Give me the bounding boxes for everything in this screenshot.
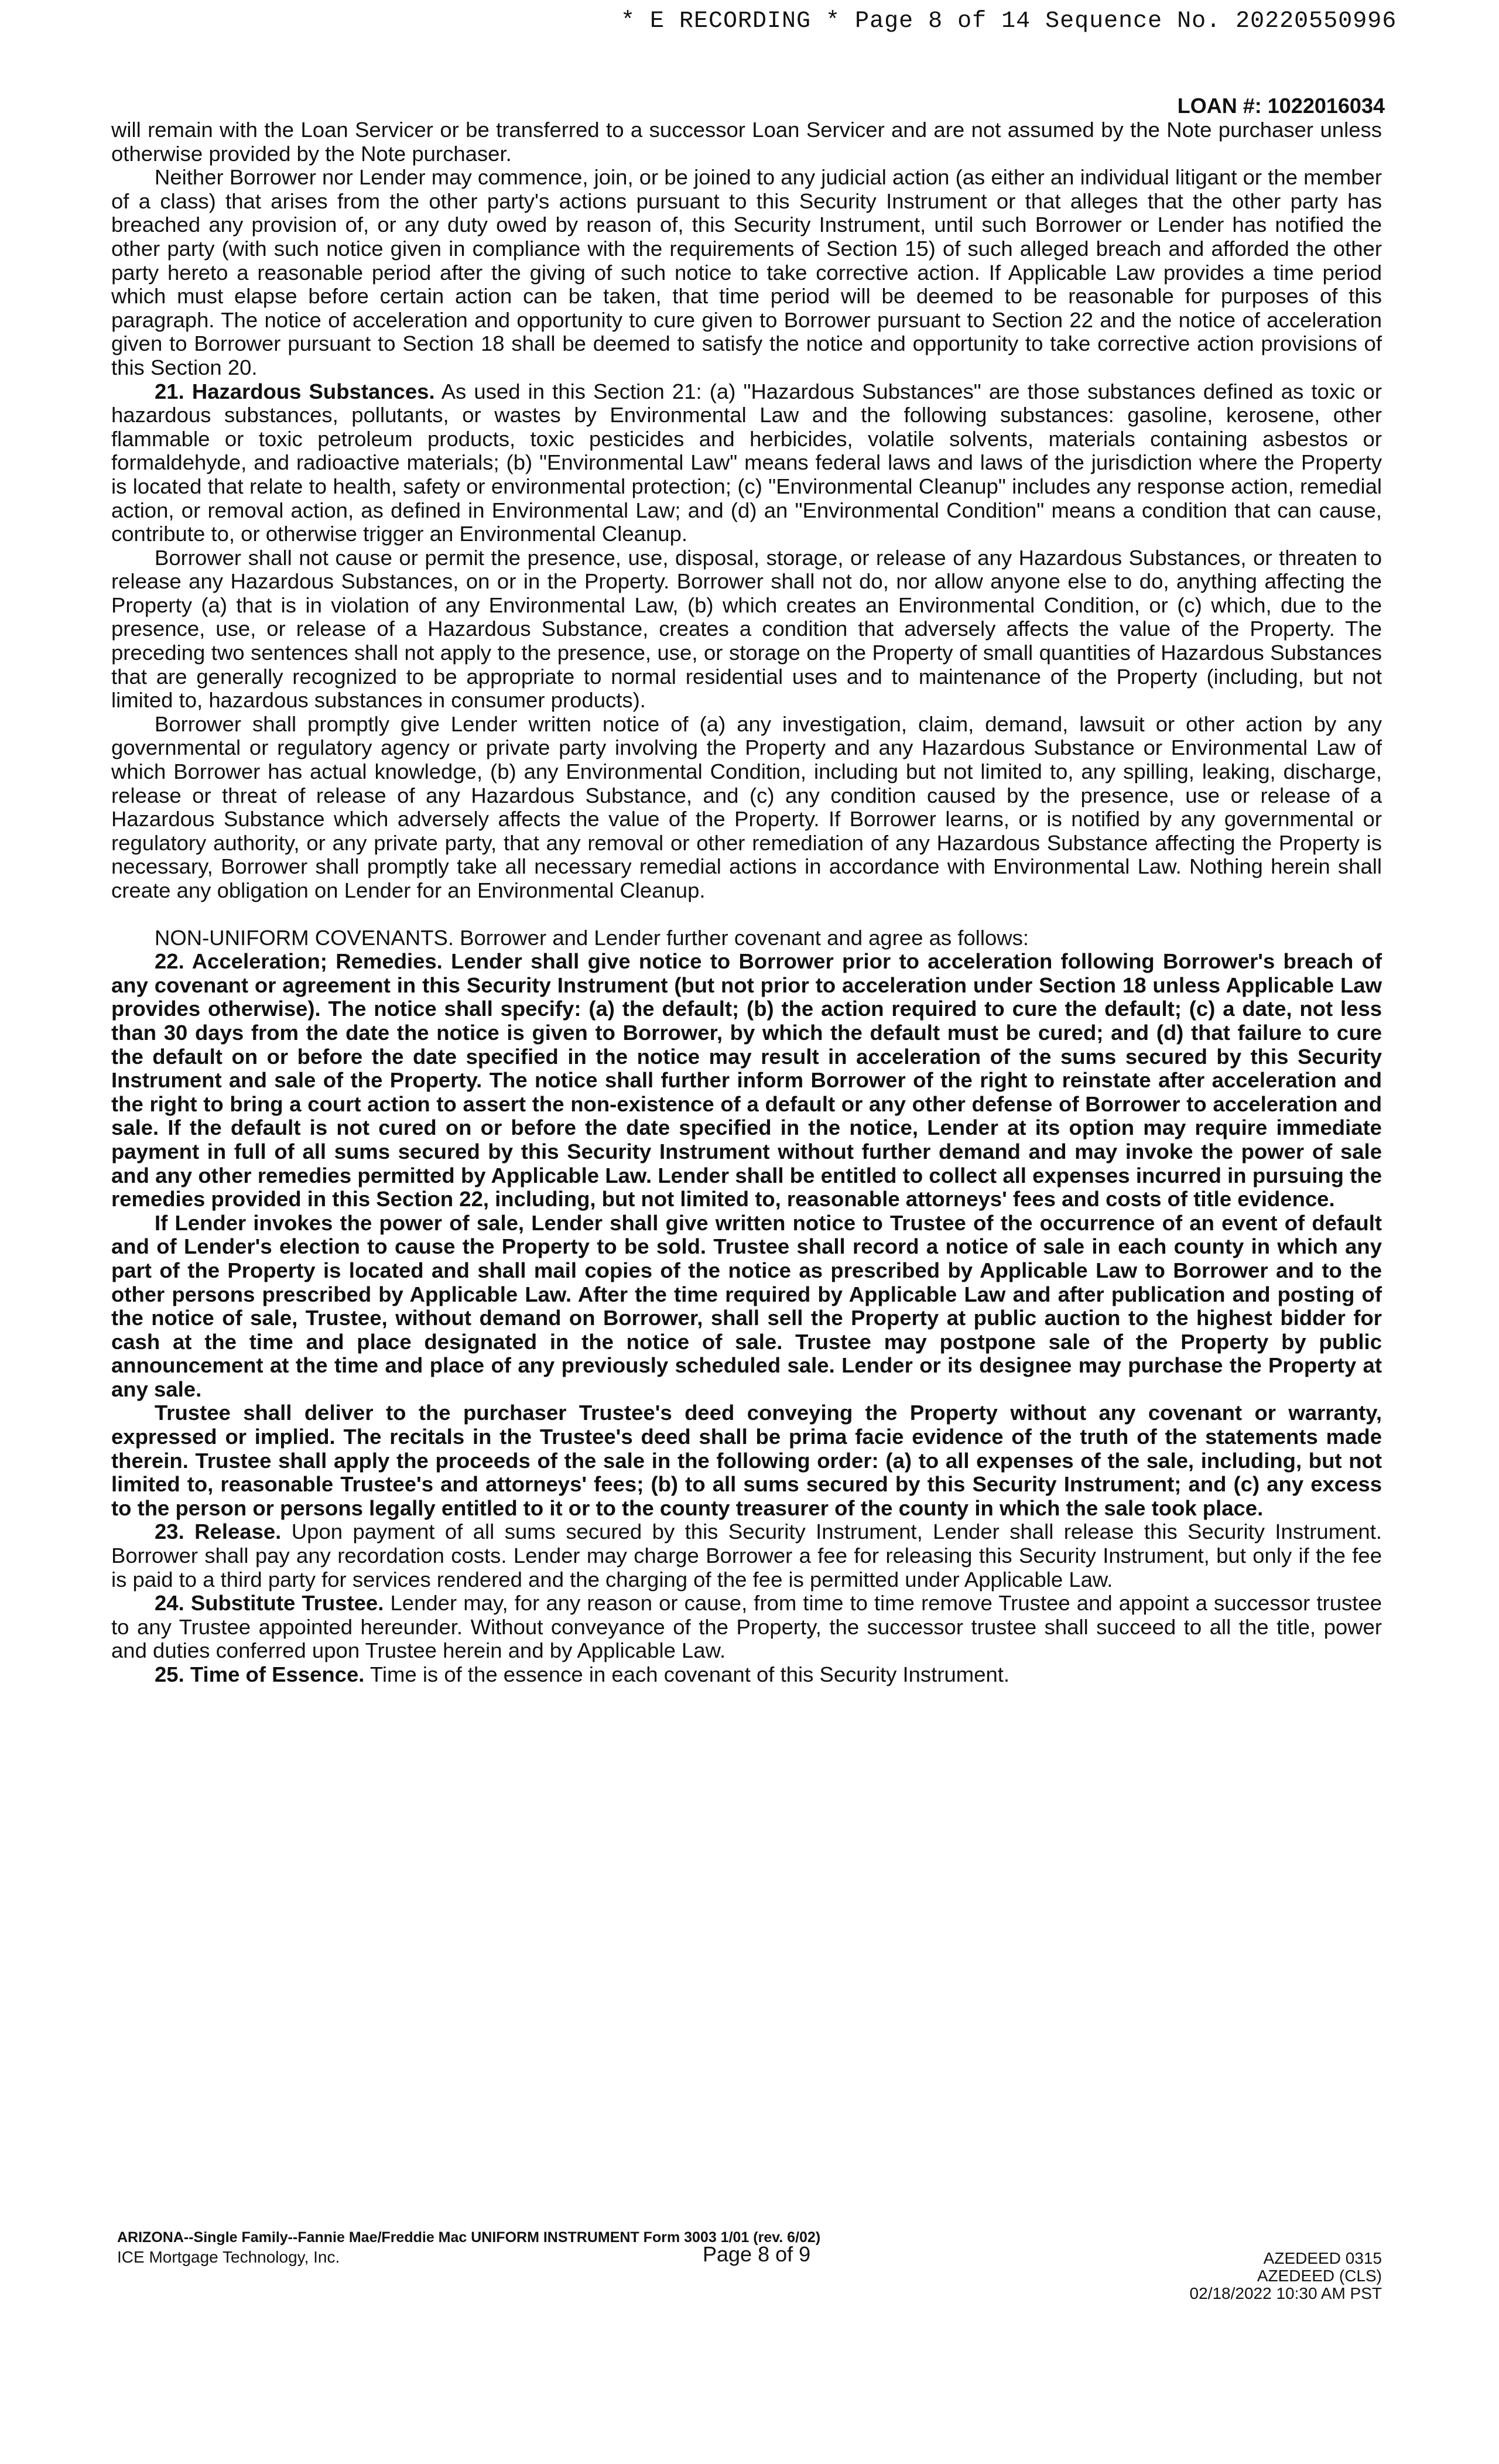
spacer — [111, 903, 1382, 926]
section-25-title: 25. Time of Essence. — [155, 1662, 365, 1686]
section-23-title: 23. Release. — [155, 1520, 282, 1544]
paragraph-borrower-shall-not: Borrower shall not cause or permit the presence, use, disposal, storage, or release of any Hazardous Substances, or threaten to release any Hazardous Substances, on or in the Property. Borrower shall not do, nor allow anyone else to do, anything affecting the Property (a) that is in violation of any Environmental Law, (b) which creates an Environmental Condition, or (c) which, due to the presence, use, or release of a Hazardous Substance, creates a condition that adversely affects the value of the Property. The preceding two sentences shall not apply to the presence, use, or storage on the Property of small quantities of Hazardous Substances that are generally recognized to be appropriate to normal residential uses and to maintenance of the Property (including, but not limited to, hazardous substances in consumer products). — [111, 545, 1382, 713]
section-25-text: Time is of the essence in each covenant of this Security Instrument. — [369, 1662, 1010, 1686]
recording-header: * E RECORDING * Page 8 of 14 Sequence No. 20220550996 — [621, 8, 1397, 35]
paragraph-written-notice: Borrower shall promptly give Lender written notice of (a) any investigation, claim, demand, lawsuit or other action by any governmental or regulatory agency or private party involving the Property and any Hazardous Substance or Environmental Law of which Borrower has actual knowledge, (b) any Environmental Condition, including but not limited to, any spilling, leaking, discharge, release or threat of release of any Hazardous Substance, and (c) any condition caused by the presence, use or release of a Hazardous Substance which adversely affects the value of the Property. If Borrower learns, or is notified by any governmental or regulatory authority, or any private party, that any removal or other remediation of any Hazardous Substance affecting the Property is necessary, Borrower shall promptly take all necessary remedial actions in accordance with Environmental Law. Nothing herein shall create any obligation on Lender for an Environmental Cleanup. — [111, 711, 1382, 902]
form-identifier: ARIZONA--Single Family--Fannie Mae/Freddie Mac UNIFORM INSTRUMENT Form 3003 1/01 (rev. 6/02) — [117, 2229, 821, 2246]
paragraph-power-of-sale: If Lender invokes the power of sale, Lender shall give written notice to Trustee of the occurrence of an event of default and of Lender's election to cause the Property to be sold. Trustee shall record a notice of sale in each county in which any part of the Property is located and shall mail copies of the notice as prescribed by Applicable Law to Borrower and to the other persons prescribed by Applicable Law. After the time required by Applicable Law and after publication and posting of the notice of sale, Trustee, without demand on Borrower, shall sell the Property at public auction to the highest bidder for cash at the time and place designated in the notice of sale. Trustee may postpone sale of the Property by public announcement at the time and place of any previously scheduled sale. Lender or its designee may purchase the Property at any sale. — [111, 1210, 1382, 1401]
section-24-title: 24. Substitute Trustee. — [155, 1591, 384, 1616]
page-footer — [117, 2229, 1388, 2302]
page-number: Page 8 of 9 — [703, 2242, 811, 2266]
section-23-release — [111, 1520, 1382, 1592]
section-24-text: Lender may, for any reason or cause, from time to time remove Trustee and appoint a successor trustee to any Trustee appointed hereunder. Without conveyance of the Property, the successor trustee shall succeed to all the title, power and duties conferred upon Trustee herein and by Applicable Law. — [111, 1591, 1382, 1663]
document-body — [111, 118, 1382, 1687]
section-24-substitute-trustee — [111, 1592, 1382, 1663]
paragraph-judicial-action: Neither Borrower nor Lender may commence, join, or be joined to any judicial action (as either an individual litigant or the member of a class) that arises from the other party's actions pursuant to this Security Instrument or that alleges that the other party has breached any provision of, or any duty owed by reason of, this Security Instrument, until such Borrower or Lender has notified the other party (with such notice given in compliance with the requirements of Section 15) of such alleged breach and afforded the other party hereto a reasonable period after the giving of such notice to take corrective action. If Applicable Law provides a time period which must elapse before certain action can be taken, that time period will be deemed to be reasonable for purposes of this paragraph. The notice of acceleration and opportunity to cure given to Borrower pursuant to Section 22 and the notice of acceleration given to Borrower pursuant to Section 18 shall be deemed to satisfy the notice and opportunity to take corrective action provisions of this Section 20. — [111, 165, 1382, 379]
company-name: ICE Mortgage Technology, Inc. — [117, 2248, 340, 2266]
section-25-time-of-essence — [111, 1663, 1382, 1687]
section-21-text: As used in this Section 21: (a) "Hazardous Substances" are those substances defined as toxic or hazardous substances, pollutants, or wastes by Environmental Law and the following substances: gasoline, kerosene, other flammable or toxic petroleum products, toxic pesticides and herbicides, volatile solvents, materials containing asbestos or formaldehyde, and radioactive materials; (b) "Environmental Law" means federal laws and laws of the jurisdiction where the Property is located that relate to health, safety or environmental protection; (c) "Environmental Cleanup" includes any response action, remedial action, or removal action, as defined in Environmental Law; and (d) an "Environmental Condition" means a condition that can cause, contribute to, or otherwise trigger an Environmental Cleanup. — [111, 379, 1382, 546]
section-21-title: 21. Hazardous Substances. — [155, 379, 435, 403]
section-21-hazardous-substances — [111, 380, 1382, 546]
non-uniform-covenants: NON-UNIFORM COVENANTS. Borrower and Lender further covenant and agree as follows: — [155, 925, 1029, 950]
loan-number: LOAN #: 1022016034 — [1177, 94, 1385, 118]
paragraph-trustee-deed: Trustee shall deliver to the purchaser Trustee's deed conveying the Property without any covenant or warranty, expressed or implied. The recitals in the Trustee's deed shall be prima facie evidence of the truth of the statements made therein. Trustee shall apply the proceeds of the sale in the following order: (a) to all expenses of the sale, including, but not limited to, reasonable Trustee's and attorneys' fees; (b) to all sums secured by this Security Instrument; and (c) any excess to the person or persons legally entitled to it or to the county treasurer of the county in which the sale took place. — [111, 1401, 1382, 1520]
section-23-text: Upon payment of all sums secured by this Security Instrument, Lender shall release this Security Instrument. Borrower shall pay any recordation costs. Lender may charge Borrower a fee for releasing this Security Instrument, but only if the fee is paid to a third party for services rendered and the charging of the fee is permitted under Applicable Law. — [111, 1520, 1382, 1592]
doc-code-2: AZEDEED (CLS) — [1257, 2267, 1382, 2285]
document-codes — [1190, 2250, 1382, 2302]
paragraph-continuation: will remain with the Loan Servicer or be transferred to a successor Loan Servicer and are not assumed by the Note purchaser unless otherwise provided by the Note purchaser. — [111, 118, 1382, 166]
section-22-acceleration: 22. Acceleration; Remedies. Lender shall give notice to Borrower prior to acceleration following Borrower's breach of any covenant or agreement in this Security Instrument (but not prior to acceleration under Section 18 unless Applicable Law provides otherwise). The notice shall specify: (a) the default; (b) the action required to cure the default; (c) a date, not less than 30 days from the date the notice is given to Borrower, by which the default must be cured; and (d) that failure to cure the default on or before the date specified in the notice may result in acceleration of the sums secured by this Security Instrument and sale of the Property. The notice shall further inform Borrower of the right to reinstate after acceleration and the right to bring a court action to assert the non-existence of a default or any other defense of Borrower to acceleration and sale. If the default is not cured on or before the date specified in the notice, Lender at its option may require immediate payment in full of all sums secured by this Security Instrument without further demand and may invoke the power of sale and any other remedies permitted by Applicable Law. Lender shall be entitled to collect all expenses incurred in pursuing the remedies provided in this Section 22, including, but not limited to, reasonable attorneys' fees and costs of title evidence. — [111, 949, 1382, 1212]
doc-timestamp: 02/18/2022 10:30 AM PST — [1189, 2284, 1382, 2302]
doc-code-1: AZEDEED 0315 — [1263, 2249, 1382, 2267]
